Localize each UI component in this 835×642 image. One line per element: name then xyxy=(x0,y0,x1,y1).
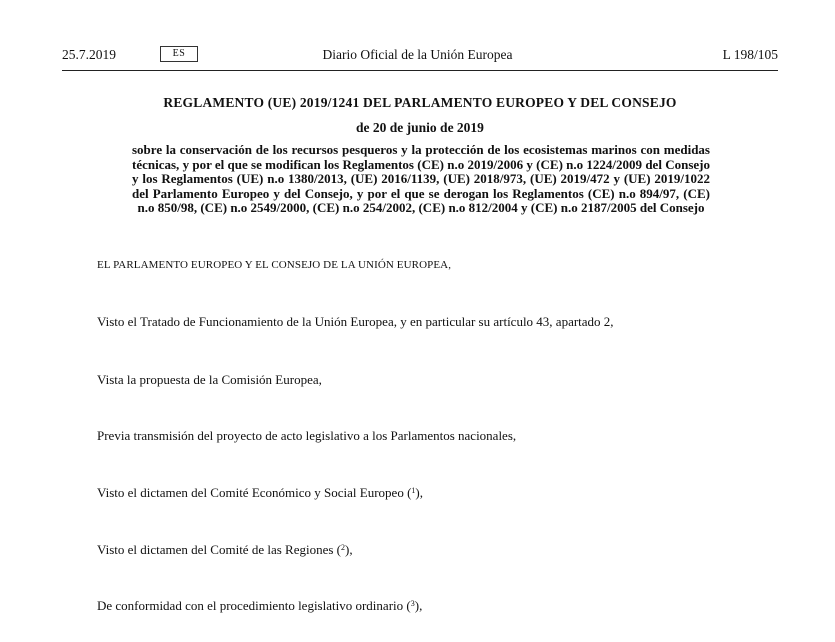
preamble-citation-regions xyxy=(97,542,353,558)
footnote-close: ), xyxy=(345,542,353,557)
citation-text: Visto el dictamen del Comité de las Regiones xyxy=(97,542,334,557)
footnote-close: ), xyxy=(414,598,423,613)
preamble-citation-ecosoc xyxy=(97,485,423,501)
footnote-close: ), xyxy=(415,485,424,500)
footnote-open: ( xyxy=(403,485,412,500)
footnote-open: ( xyxy=(403,598,411,613)
citation-text: Visto el dictamen del Comité Económico y Social Europeo xyxy=(97,485,404,500)
language-badge: ES xyxy=(160,46,198,62)
regulation-subject: sobre la conservación de los recursos pesqueros y la protección de los ecosistemas marinos con medidas técnicas, y por el que se modifican los Reglamentos (CE) n.o 2019/2006 y (CE) n.o 1224/2009 del Consejo y los Reglamentos (UE) n.o 1380/2013, (UE) 2016/1139, (UE) 2018/973, (UE) 2019/472 y (UE) 2019/1022 del Parlamento Europeo y del Consejo, y por el que se derogan los Reglamentos (CE) n.o 894/97, (CE) n.o 850/98, (CE) n.o 2549/2000, (CE) n.o 254/2002, (CE) n.o 812/2004 y (CE) n.o 2187/2005 del Consejo xyxy=(132,142,710,215)
regulation-title: REGLAMENTO (UE) 2019/1241 DEL PARLAMENTO EUROPEO Y DEL CONSEJO xyxy=(163,95,677,110)
preamble-citation-treaty: Visto el Tratado de Funcionamiento de la Unión Europea, y en particular su artículo 43, apartado 2, xyxy=(97,314,614,329)
footnote-ref[interactable]: 1 xyxy=(411,486,416,495)
preamble-citation-proposal: Vista la propuesta de la Comisión Europea, xyxy=(97,372,322,387)
preamble-enacting-authority: EL PARLAMENTO EUROPEO Y EL CONSEJO DE LA UNIÓN EUROPEA, xyxy=(97,259,452,271)
footnote-ref[interactable]: 3 xyxy=(410,599,415,608)
header-rule xyxy=(62,70,778,71)
journal-name: Diario Oficial de la Unión Europea xyxy=(322,47,513,62)
regulation-date: de 20 de junio de 2019 xyxy=(356,120,484,135)
page-reference: L 198/105 xyxy=(722,47,778,62)
footnote-ref[interactable]: 2 xyxy=(341,543,346,552)
footnote-open: ( xyxy=(333,542,342,557)
citation-text: De conformidad con el procedimiento legislativo ordinario xyxy=(97,598,404,613)
publication-date: 25.7.2019 xyxy=(62,47,116,62)
preamble-citation-procedure xyxy=(97,598,422,614)
preamble-citation-transmission: Previa transmisión del proyecto de acto legislativo a los Parlamentos nacionales, xyxy=(97,428,517,443)
